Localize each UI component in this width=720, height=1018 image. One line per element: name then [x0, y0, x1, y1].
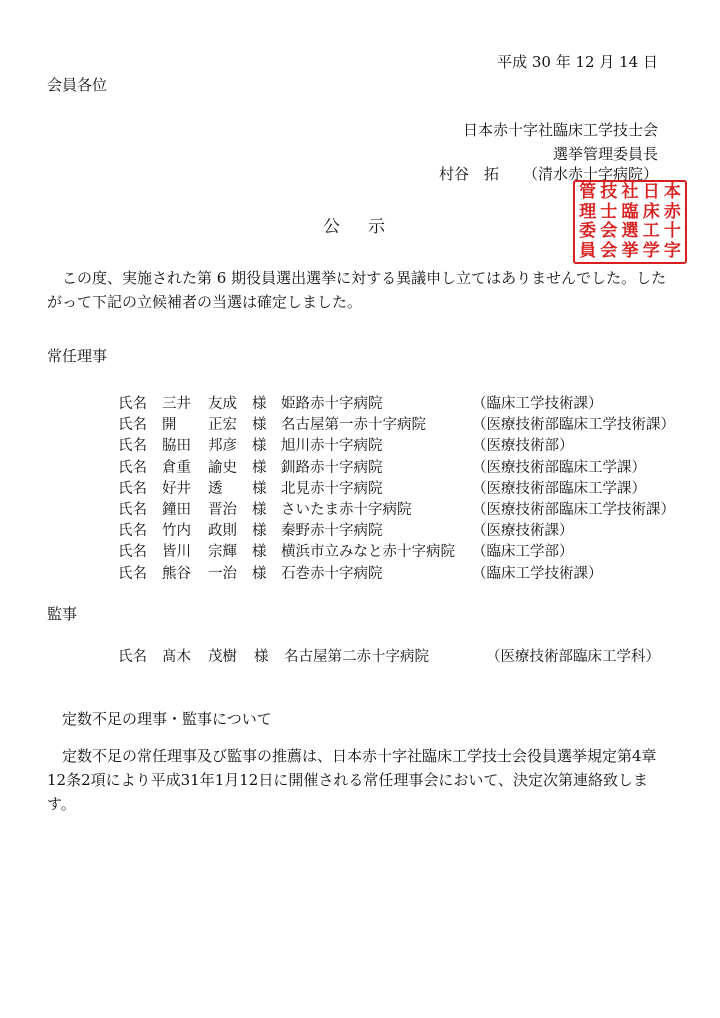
surname: 皆川: [162, 544, 191, 561]
auditors-heading: 監事: [47, 605, 78, 623]
honorific: 様: [252, 459, 267, 476]
name-label: 氏名: [118, 565, 147, 582]
seal-char: 選: [621, 221, 639, 242]
given-name: 政則: [208, 523, 237, 540]
seal-char: 会: [600, 240, 618, 261]
name-label: 氏名: [118, 523, 147, 540]
hospital-name: 北見赤十字病院: [281, 480, 383, 497]
hospital-name: 横浜市立みなと赤十字病院: [281, 544, 455, 561]
seal-char: 員: [579, 240, 597, 261]
seal-char: 字: [663, 240, 681, 261]
surname: 鐘田: [162, 502, 191, 518]
seal-char: 日: [642, 182, 660, 203]
hospital-name: 姫路赤十字病院: [281, 396, 383, 412]
department: （臨床工学技術課）: [472, 396, 603, 412]
directors-heading: 常任理事: [47, 347, 108, 365]
seal-char: 学: [642, 240, 660, 261]
election-chair-title: 選挙管理委員長: [552, 145, 658, 163]
seal-char: 十: [663, 221, 681, 242]
name-label: 氏名: [118, 544, 147, 561]
department: （臨床工学部）: [472, 544, 574, 561]
given-name: 邦彦: [208, 438, 237, 455]
hospital-name: 名古屋第二赤十字病院: [284, 649, 429, 665]
given-name: 一治: [208, 565, 237, 582]
surname: 脇田: [162, 438, 191, 455]
surname: 好井: [162, 480, 191, 497]
department: （医療技術部臨床工学技術課）: [472, 502, 675, 518]
seal-char: 理: [579, 201, 597, 222]
honorific: 様: [252, 544, 267, 561]
official-seal-stamp: [573, 180, 687, 264]
hospital-name: 名古屋第一赤十字病院: [281, 417, 426, 434]
organization-name: 日本赤十字社臨床工学技士会: [462, 121, 658, 139]
vacancy-note-body: 定数不足の常任理事及び監事の推薦は、日本赤十字社臨床工学技士会役員選挙規定第4章12条2項により平成31年1月12日に開催される常任理事会において、決定次第連絡致します。: [47, 747, 657, 813]
seal-char: 会: [600, 221, 618, 242]
department: （医療技術部臨床工学課）: [472, 459, 646, 476]
department: （医療技術部臨床工学課）: [472, 480, 646, 497]
document-date: 平成 30 年 12 月 14 日: [497, 53, 658, 71]
honorific: 様: [254, 649, 269, 665]
hospital-name: 石巻赤十字病院: [281, 565, 383, 582]
department: （医療技術部）: [472, 438, 574, 455]
name-label: 氏名: [118, 480, 147, 497]
honorific: 様: [252, 438, 267, 455]
given-name: 茂樹: [208, 649, 237, 665]
honorific: 様: [252, 523, 267, 540]
surname: 三井: [162, 396, 191, 412]
chair-name: 村谷 拓: [438, 165, 499, 183]
name-label: 氏名: [118, 417, 147, 434]
department: （医療技術部臨床工学技術課）: [472, 417, 675, 434]
hospital-name: さいたま赤十字病院: [281, 502, 412, 518]
department: （医療技術課）: [472, 523, 574, 540]
notice-title: 公示: [323, 217, 413, 237]
honorific: 様: [252, 502, 267, 518]
given-name: 正宏: [208, 417, 237, 434]
given-name: 晋治: [208, 502, 237, 518]
seal-char: 挙: [621, 240, 639, 261]
addressee: 会員各位: [47, 76, 108, 94]
surname: 倉重: [162, 459, 191, 476]
name-label: 氏名: [118, 438, 147, 455]
intro-paragraph: この度、実施された第 6 期役員選出選挙に対する異議申し立てはありませんでした。したがって下記の立候補者の当選は確定しました。: [47, 269, 667, 311]
name-label: 氏名: [118, 649, 147, 665]
hospital-name: 釧路赤十字病院: [281, 459, 383, 476]
honorific: 様: [252, 480, 267, 497]
surname: 髙木: [162, 649, 191, 665]
name-label: 氏名: [118, 502, 147, 518]
seal-char: 本: [663, 182, 681, 203]
seal-char: 士: [600, 201, 618, 222]
surname: 熊谷: [162, 565, 191, 582]
seal-char: 臨: [621, 201, 639, 222]
name-label: 氏名: [118, 459, 147, 476]
honorific: 様: [252, 565, 267, 582]
seal-char: 床: [642, 201, 660, 222]
department: （臨床工学技術課）: [472, 565, 603, 582]
given-name: 諭史: [208, 459, 237, 476]
vacancy-note-heading: 定数不足の理事・監事について: [62, 710, 272, 728]
seal-char: 赤: [663, 201, 681, 222]
seal-char: 委: [579, 221, 597, 242]
seal-char: 技: [600, 182, 618, 203]
given-name: 宗輝: [208, 544, 237, 561]
surname: 竹内: [162, 523, 191, 540]
given-name: 透: [208, 480, 223, 497]
seal-char: 社: [621, 182, 639, 203]
given-name: 友成: [208, 396, 237, 412]
seal-char: 管: [579, 182, 597, 203]
department: （医療技術部臨床工学科）: [486, 649, 660, 665]
honorific: 様: [252, 396, 267, 412]
seal-char: 工: [642, 221, 660, 242]
hospital-name: 秦野赤十字病院: [281, 523, 383, 540]
name-label: 氏名: [118, 396, 147, 412]
hospital-name: 旭川赤十字病院: [281, 438, 383, 455]
surname: 開: [162, 417, 177, 434]
honorific: 様: [252, 417, 267, 434]
chair-hospital: （清水赤十字病院）: [522, 165, 658, 183]
